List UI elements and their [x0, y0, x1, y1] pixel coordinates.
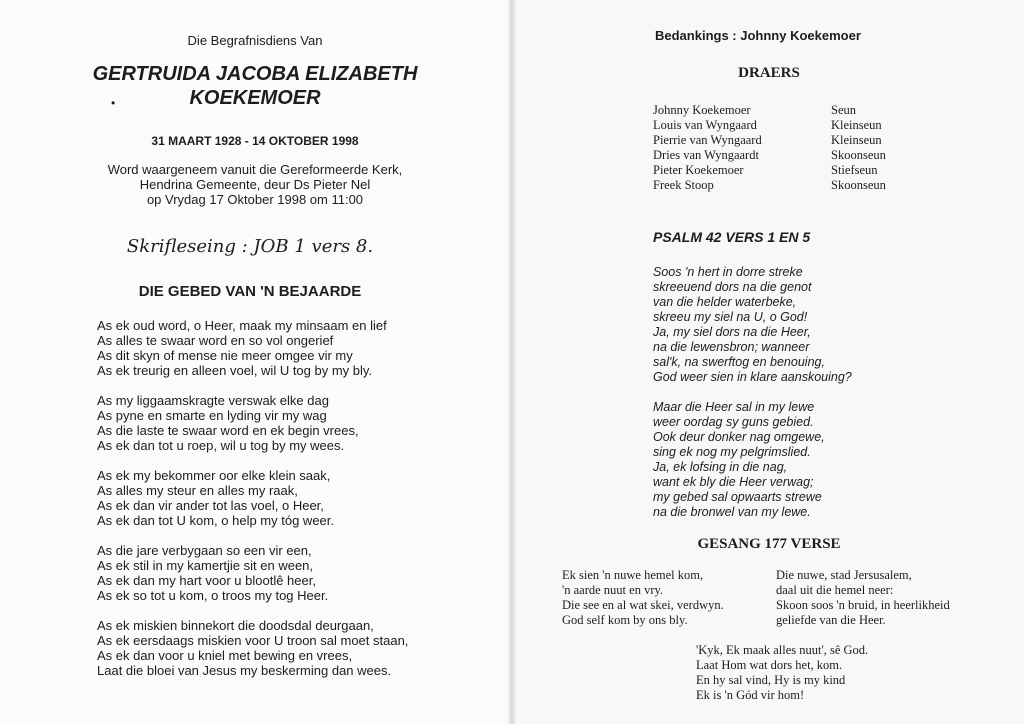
psalm-line: skreeu my siel na U, o God! — [653, 310, 808, 324]
poem-stanza — [97, 618, 408, 678]
bearer-row — [653, 163, 886, 178]
poem-stanza — [97, 393, 408, 453]
hymn-line: geliefde van die Heer. — [776, 613, 886, 627]
hymn-line: Ek is 'n Gód vir hom! — [696, 688, 805, 702]
bearers-title: DRAERS — [738, 65, 800, 81]
bearer-relation: Stiefseun — [831, 163, 878, 177]
psalm-line: want ek bly die Heer verwag; — [653, 475, 814, 489]
poem-line: As pyne en smarte en lyding vir my wag — [97, 408, 327, 423]
psalm-line: sing ek nog my pelgrimslied. — [653, 445, 811, 459]
bearer-name: Pieter Koekemoer — [653, 163, 744, 177]
hymn-line: 'n aarde nuut en vry. — [562, 583, 664, 597]
poem-line: As ek stil in my kamertjie sit en ween, — [97, 558, 314, 573]
psalm-line: sal'k, na swerftog en benouing, — [653, 355, 825, 369]
psalm-line: Maar die Heer sal in my lewe — [653, 400, 815, 414]
bearer-relation: Kleinseun — [831, 118, 882, 132]
hymn-line: God self kom by ons bly. — [562, 613, 688, 627]
poem-line: As dit skyn of mense nie meer omgee vir my — [97, 348, 353, 363]
acknowledgements: Bedankings : Johnny Koekemoer — [655, 28, 861, 43]
poem-line: As ek eersdaags miskien voor U troon sal moet staan, — [97, 633, 409, 648]
psalm-line: na die lewensbron; wanneer — [653, 340, 810, 354]
psalm-title: PSALM 42 VERS 1 EN 5 — [653, 229, 811, 245]
service-line: Hendrina Gemeente, deur Ds Pieter Nel — [139, 177, 371, 192]
psalm-line: Soos 'n hert in dorre streke — [653, 265, 803, 279]
stray-dot: • — [111, 96, 116, 110]
psalm-line: skreeuend dors na die genot — [653, 280, 812, 294]
bearer-row — [653, 178, 886, 193]
psalm-line: Ja, ek lofsing in die nag, — [653, 460, 788, 474]
bearer-row — [653, 133, 886, 148]
bearer-row — [653, 118, 886, 133]
bearer-name: Johnny Koekemoer — [653, 103, 751, 117]
service-details — [0, 162, 510, 207]
bearer-name: Louis van Wyngaard — [653, 118, 757, 132]
hymn-line: Ek sien 'n nuwe hemel kom, — [562, 568, 704, 582]
bearer-row — [653, 148, 886, 163]
hymn-line: Die nuwe, stad Jersusalem, — [776, 568, 912, 582]
poem-line: As ek miskien binnekort die doodsdal deurgaan, — [97, 618, 374, 633]
hymn-line: En hy sal vind, Hy is my kind — [696, 673, 846, 687]
deceased-name — [0, 62, 510, 110]
life-dates: 31 MAART 1928 - 14 OKTOBER 1998 — [151, 134, 359, 148]
poem-line: As alles my steur en alles my raak, — [97, 483, 298, 498]
poem-line: As ek treurig en alleen voel, wil U tog by my bly. — [97, 363, 373, 378]
psalm-line: van die helder waterbeke, — [653, 295, 797, 309]
poem — [97, 318, 408, 693]
poem-line: As ek so tot u kom, o troos my tog Heer. — [97, 588, 329, 603]
poem-stanza — [97, 543, 408, 603]
deceased-name-line-2: KOEKEMOER — [189, 87, 321, 109]
hymn-line: 'Kyk, Ek maak alles nuut', sê God. — [696, 643, 869, 657]
bearer-row — [653, 103, 886, 118]
bearer-name: Dries van Wyngaardt — [653, 148, 759, 162]
poem-line: As die jare verbygaan so een vir een, — [97, 543, 312, 558]
hymn-line: Laat Hom wat dors het, kom. — [696, 658, 843, 672]
bearer-relation: Seun — [831, 103, 856, 117]
psalm-line: my gebed sal opwaarts strewe — [653, 490, 822, 504]
psalm-line: God weer sien in klare aanskouing? — [653, 370, 852, 384]
psalm-line: Ja, my siel dors na die Heer, — [653, 325, 811, 339]
psalm-stanza — [653, 265, 852, 385]
psalm-stanza — [653, 400, 852, 520]
hymn-verse-1 — [562, 568, 724, 628]
psalm-line: weer oordag sy guns gebied. — [653, 415, 814, 429]
poem-line: As die laste te swaar word en ek begin vrees, — [97, 423, 359, 438]
hymn-title: GESANG 177 VERSE — [697, 536, 841, 552]
poem-line: Laat die bloei van Jesus my beskerming dan wees. — [97, 663, 392, 678]
psalm-line: na die bronwel van my lewe. — [653, 505, 811, 519]
deceased-name-line-1: GERTRUIDA JACOBA ELIZABETH — [92, 63, 418, 85]
bearer-name: Pierrie van Wyngaard — [653, 133, 762, 147]
poem-stanza — [97, 318, 408, 378]
service-line: Word waargeneem vanuit die Gereformeerde Kerk, — [107, 162, 403, 177]
poem-line: As ek dan tot u roep, wil u tog by my wees. — [97, 438, 345, 453]
hymn-verse-2 — [776, 568, 950, 628]
poem-line: As ek oud word, o Heer, maak my minsaam en lief — [97, 318, 387, 333]
scripture-reading: Skrifleseing : JOB 1 vers 8. — [126, 236, 374, 257]
hymn-verse-3 — [696, 643, 868, 703]
poem-line: As ek dan my hart voor u blootlê heer, — [97, 573, 316, 588]
bearer-name: Freek Stoop — [653, 178, 714, 192]
bearer-relation: Skoonseun — [831, 148, 886, 162]
psalm-text — [653, 265, 852, 535]
service-line: op Vrydag 17 Oktober 1998 om 11:00 — [146, 192, 364, 207]
hymn-line: Die see en al wat skei, verdwyn. — [562, 598, 724, 612]
bearer-relation: Skoonseun — [831, 178, 886, 192]
service-heading: Die Begrafnisdiens Van — [187, 33, 323, 48]
poem-line: As ek dan voor u kniel met bewing en vrees, — [97, 648, 353, 663]
poem-line: As alles te swaar word en so vol ongerief — [97, 333, 334, 348]
poem-line: As my liggaamskragte verswak elke dag — [97, 393, 329, 408]
psalm-line: Ook deur donker nag omgewe, — [653, 430, 825, 444]
poem-line: As ek my bekommer oor elke klein saak, — [97, 468, 331, 483]
bearer-relation: Kleinseun — [831, 133, 882, 147]
hymn-line: daal uit die hemel neer: — [776, 583, 894, 597]
poem-line: As ek dan vir ander tot las voel, o Heer, — [97, 498, 324, 513]
bearers-list — [653, 103, 886, 193]
poem-stanza — [97, 468, 408, 528]
poem-title: DIE GEBED VAN 'N BEJAARDE — [138, 283, 362, 300]
hymn-line: Skoon soos 'n bruid, in heerlikheid — [776, 598, 950, 612]
poem-line: As ek dan tot U kom, o help my tóg weer. — [97, 513, 335, 528]
